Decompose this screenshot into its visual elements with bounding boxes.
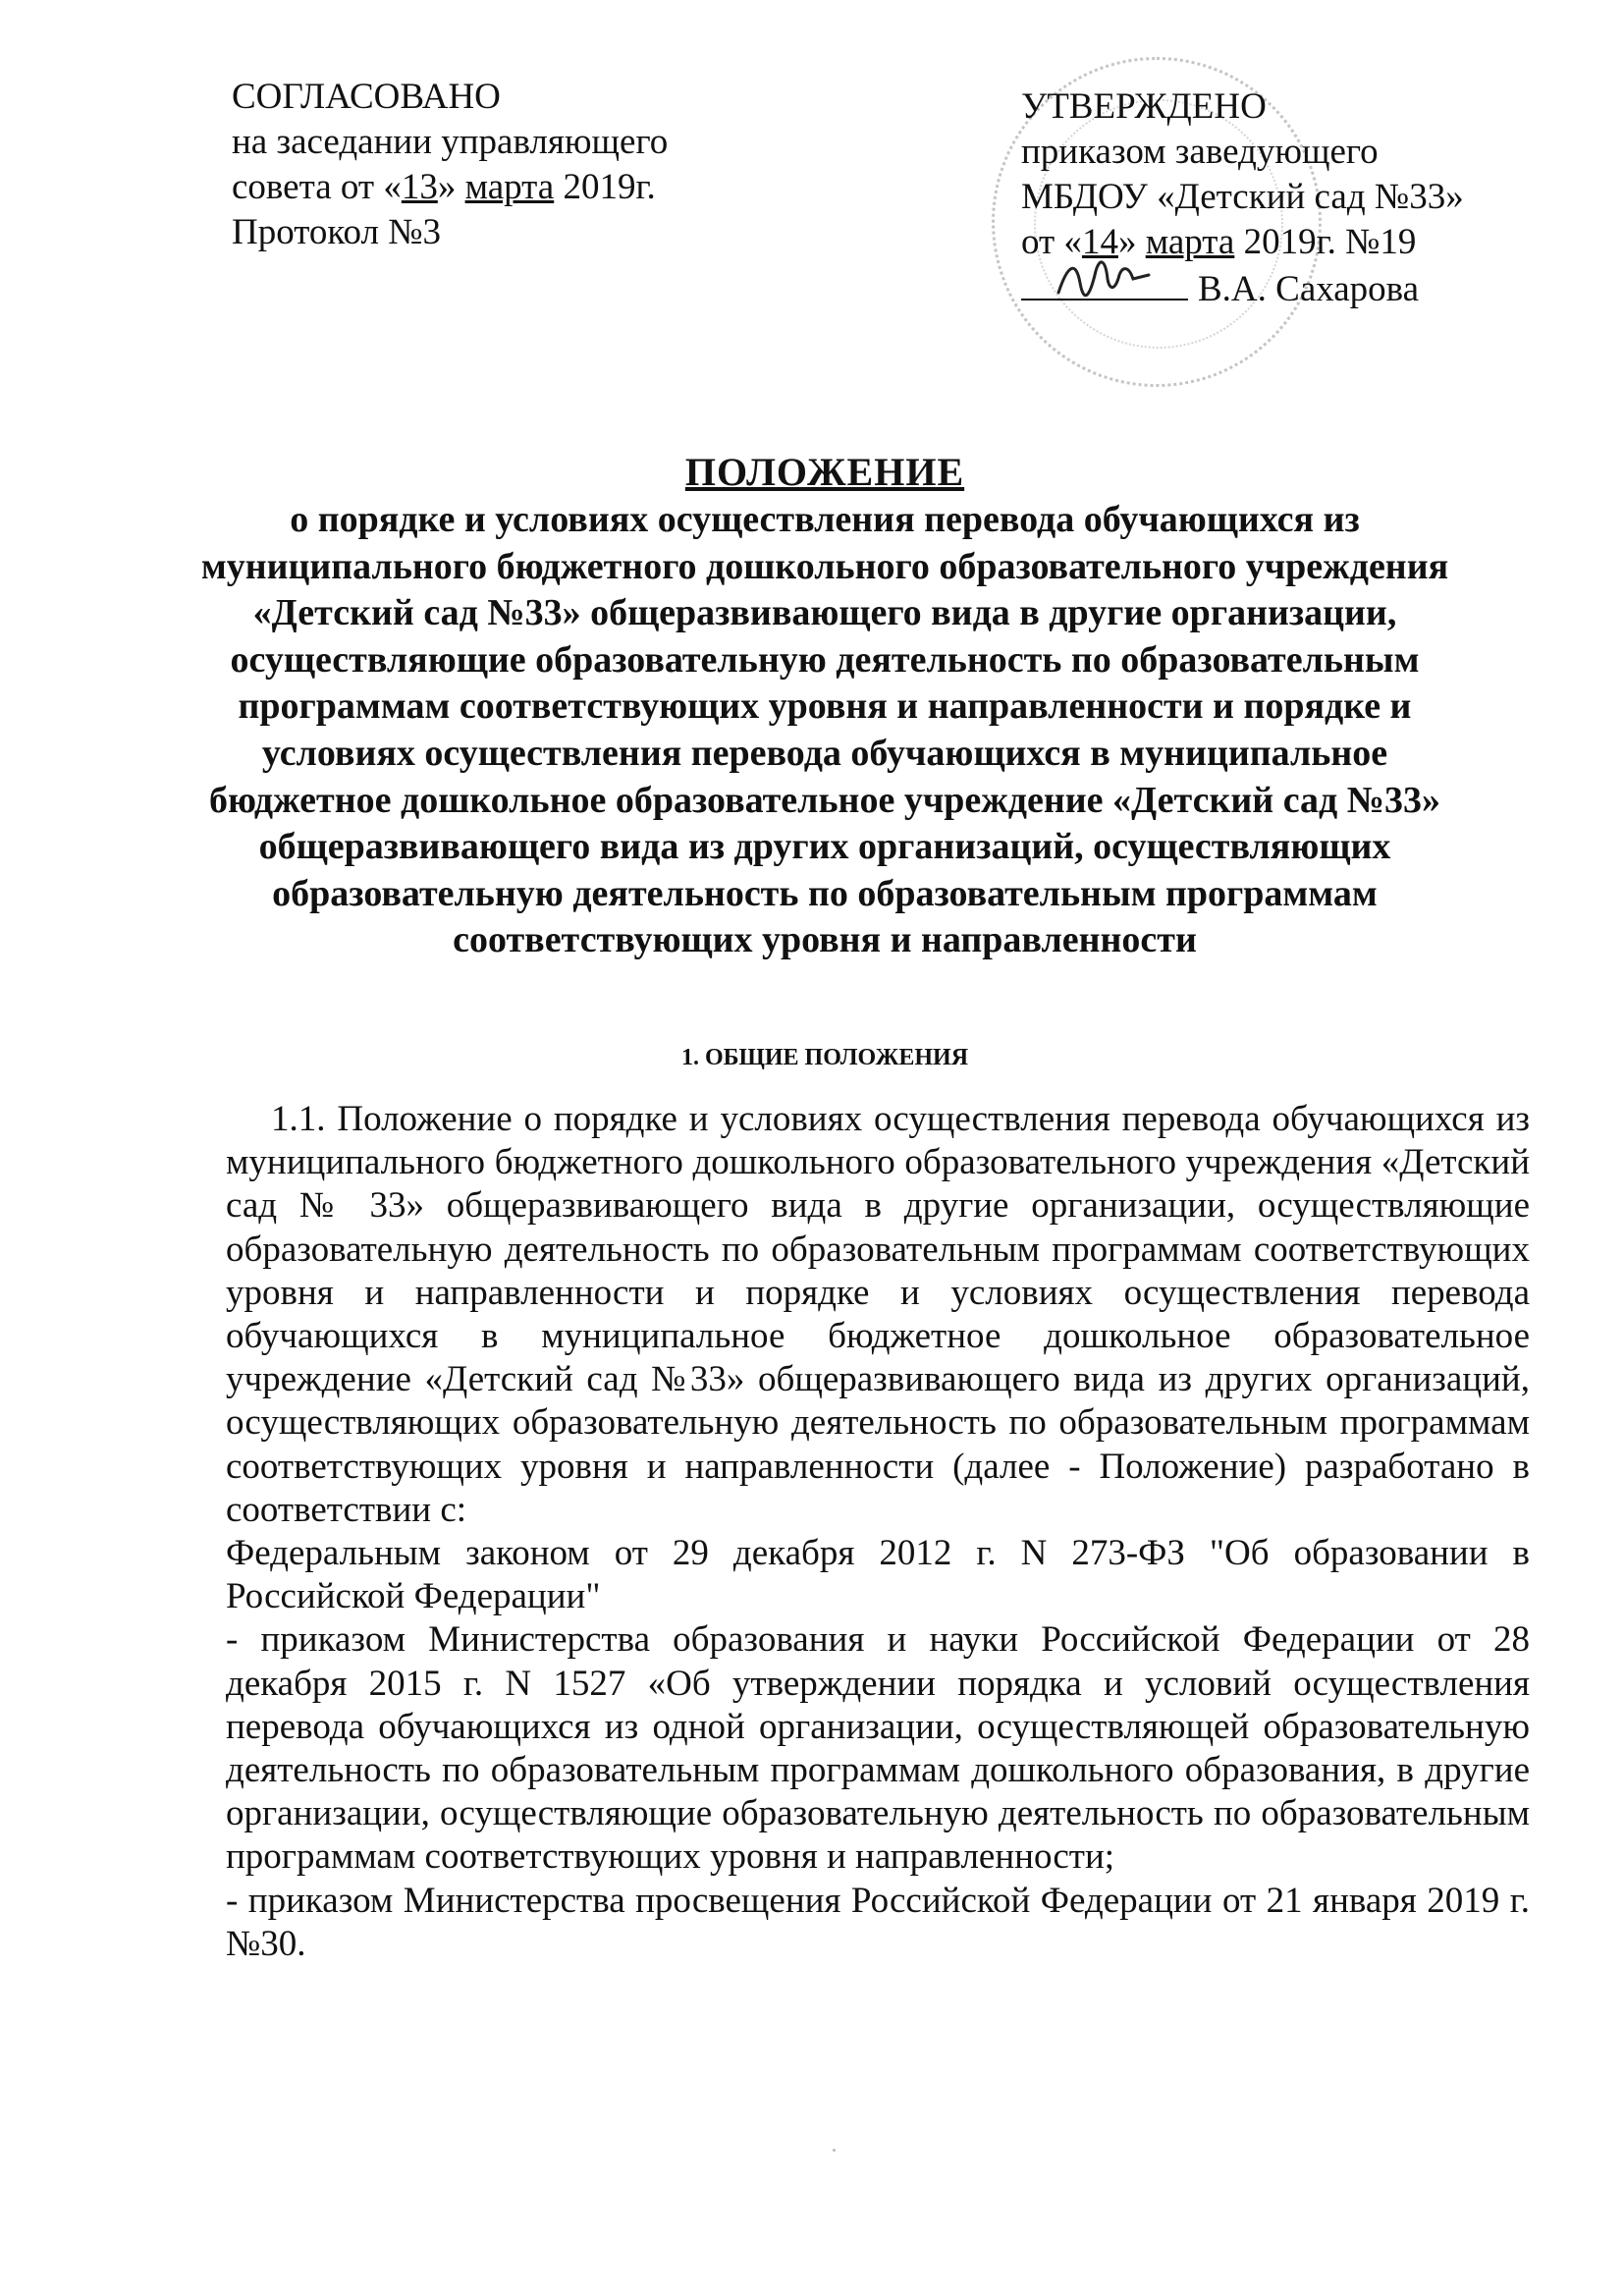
scan-speck	[833, 2149, 836, 2152]
approved-heading: УТВЕРЖДЕНО	[1021, 86, 1267, 127]
signatory-name: В.А. Сахарова	[1198, 269, 1420, 309]
agreed-heading: СОГЛАСОВАНО	[232, 77, 501, 117]
approved-date-prefix: от «	[1021, 222, 1082, 262]
agreed-date-line	[232, 165, 782, 210]
approved-date-month: марта	[1145, 222, 1235, 262]
approved-institution: МБДОУ «Детский сад №33»	[1021, 177, 1464, 217]
paragraph-1-1: 1.1. Положение о порядке и условиях осуществления перевода обучающихся из муниципального бюджетного дошкольного образовательного учреждения «Детский сад № 33» общеразвивающего вида в другие организации, осуществляющие образовательную деятельность по образовательным программам соответствующих уровня и направленности и порядке и условиях осуществления перевода обучающихся в муниципальное бюджетное дошкольное образовательное учреждение «Детский сад №33» общеразвивающего вида из других организаций, осуществляющих образовательную деятельность по образовательным программам соответствующих уровня и направленности (далее - Положение) разработано в соответствии с:	[226, 1099, 1530, 1530]
agreed-date-suffix: 2019г.	[554, 167, 656, 207]
signature-field	[1021, 265, 1188, 301]
reference-federal-law: Федеральным законом от 29 декабря 2012 г. N 273-ФЗ "Об образовании в Российской Федерации"	[226, 1533, 1530, 1617]
agreed-protocol: Протокол №3	[232, 212, 442, 252]
agreed-date-mid: »	[437, 167, 465, 207]
reference-ministry-order-30: - приказом Министерства просвещения Российской Федерации от 21 января 2019 г. №30.	[226, 1880, 1530, 1964]
approved-date-suffix: 2019г. №19	[1234, 222, 1417, 262]
document-subtitle: о порядке и условиях осуществления перевода обучающихся из муниципального бюджетного дошкольного образовательного учреждения «Детский сад №33» общеразвивающего вида в другие организации, осуществляющие образовательную деятельность по образовательным программам соответствующих уровня и направленности и порядке и условиях осуществления перевода обучающихся в муниципальное бюджетное дошкольное образовательное учреждение «Детский сад №33» общеразвивающего вида из других организаций, осуществляющих образовательную деятельность по образовательным программам соответствующих уровня и направленности	[200, 499, 1449, 961]
approved-date-mid: »	[1117, 222, 1146, 262]
approval-block-approved	[1021, 84, 1571, 312]
signature-scribble-icon	[1051, 253, 1159, 301]
approval-block-agreed	[232, 75, 782, 255]
agreed-body-line: на заседании управляющего	[232, 122, 669, 162]
agreed-date-day: 13	[401, 167, 438, 207]
approved-order-line: приказом заведующего	[1021, 132, 1379, 172]
approved-date-day: 14	[1081, 222, 1118, 262]
document-title-block	[196, 450, 1453, 964]
agreed-date-prefix: совета от «	[232, 167, 402, 207]
document-body	[226, 1098, 1530, 1966]
agreed-date-month: марта	[464, 167, 555, 207]
reference-ministry-order-1527: - приказом Министерства образования и науки Российской Федерации от 28 декабря 2015 г. N 1527 «Об утверждении порядка и условий осуществления перевода обучающихся из одной организации, осуществляющей образовательную деятельность по образовательным программам дошкольного образования, в другие организации, осуществляющие образовательную деятельность по образовательным программам соответствующих уровня и направленности;	[226, 1619, 1530, 1878]
section-heading: 1. ОБЩИЕ ПОЛОЖЕНИЯ	[680, 1045, 969, 1070]
approved-signature-line	[1021, 265, 1571, 312]
document-title: ПОЛОЖЕНИЕ	[684, 450, 965, 494]
